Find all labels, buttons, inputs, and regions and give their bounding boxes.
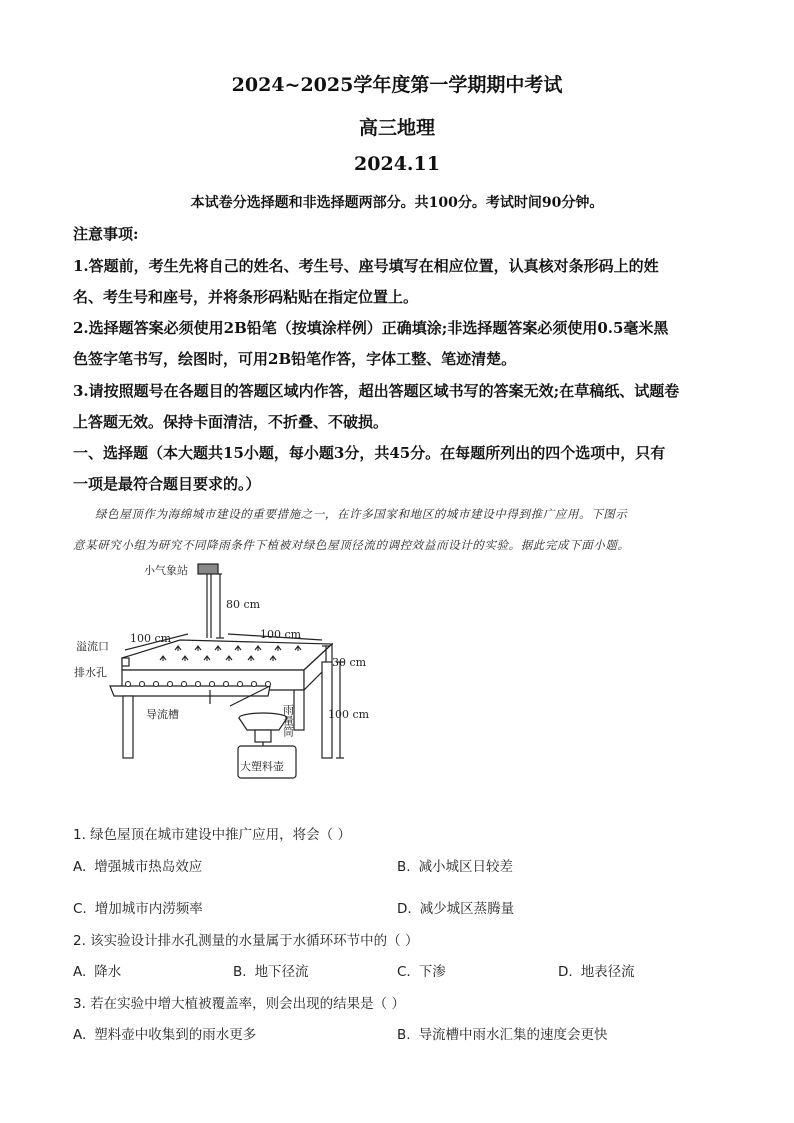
- passage-line2: 意某研究小组为研究不同降雨条件下植被对绿色屋顶径流的调控效益而设计的实验。据此完成下面小题。: [73, 538, 630, 552]
- exam-subject: 高三地理: [358, 117, 435, 139]
- label-80cm: 80 cm: [226, 598, 261, 611]
- exam-intro: 本试卷分选择题和非选择题两部分。共100分。考试时间90分钟。: [190, 195, 604, 211]
- notes-heading: 注意事项:: [73, 225, 139, 243]
- question-3-option-b[interactable]: B. 导流槽中雨水汇集的速度会更快: [397, 1027, 608, 1043]
- question-1-option-b[interactable]: B. 减小城区日较差: [397, 859, 514, 875]
- notes-line: 名、考生号和座号，并将条形码粘贴在指定位置上。: [73, 288, 419, 306]
- exam-date: 2024.11: [354, 153, 440, 175]
- question-1-option-d[interactable]: D. 减少城区蒸腾量: [397, 901, 515, 917]
- question-1-option-a[interactable]: A. 增强城市热岛效应: [73, 859, 203, 875]
- section-heading-line2: 一项是最符合题目要求的。）: [73, 475, 261, 493]
- question-3-stem: 3. 若在实验中增大植被覆盖率，则会出现的结果是（ ）: [73, 996, 405, 1012]
- experiment-figure: [70, 558, 410, 790]
- label-width-right: 100 cm: [260, 628, 302, 641]
- weather-station-box: [198, 564, 218, 574]
- question-2-option-d[interactable]: D. 地表径流: [558, 964, 635, 980]
- label-width-left: 100 cm: [130, 632, 172, 645]
- notes-line: 3.请按照题号在各题目的答题区域内作答，超出答题区域书写的答案无效;在草稿纸、试题卷: [73, 382, 680, 400]
- question-2-option-c[interactable]: C. 下渗: [397, 964, 446, 980]
- label-30cm: 30 cm: [332, 656, 367, 669]
- label-bucket: 大塑料壶: [240, 760, 284, 773]
- label-drain: 排水孔: [74, 666, 107, 679]
- notes-line: 2.选择题答案必须使用2B铅笔（按填涂样例）正确填涂;非选择题答案必须使用0.5毫米黑: [73, 319, 669, 337]
- notes-line: 色签字笔书写，绘图时，可用2B铅笔作答，字体工整、笔迹清楚。: [73, 350, 517, 368]
- question-1-option-c[interactable]: C. 增加城市内涝频率: [73, 901, 203, 917]
- passage-line1: 绿色屋顶作为海绵城市建设的重要措施之一，在许多国家和地区的城市建设中得到推广应用。下图示: [95, 507, 628, 521]
- notes-line: 1.答题前，考生先将自己的姓名、考生号、座号填写在相应位置，认真核对条形码上的姓: [73, 257, 659, 275]
- question-2-option-b[interactable]: B. 地下径流: [233, 964, 309, 980]
- label-rain-gauge: 雨量筒: [281, 704, 295, 737]
- label-gutter: 导流槽: [146, 708, 179, 721]
- label-overflow: 溢流口: [76, 640, 109, 653]
- question-1-stem: 1. 绿色屋顶在城市建设中推广应用，将会（ ）: [73, 827, 351, 843]
- label-weather-station: 小气象站: [144, 564, 188, 577]
- question-2-stem: 2. 该实验设计排水孔测量的水量属于水循环环节中的（ ）: [73, 933, 419, 949]
- label-100cm: 100 cm: [328, 708, 370, 721]
- notes-line: 上答题无效。保持卡面清洁，不折叠、不破损。: [73, 413, 389, 431]
- question-3-option-a[interactable]: A. 塑料壶中收集到的雨水更多: [73, 1027, 257, 1043]
- section-heading-line1: 一、选择题（本大题共15小题，每小题3分，共45分。在每题所列出的四个选项中，只有: [73, 444, 666, 462]
- exam-title: 2024~2025学年度第一学期期中考试: [231, 74, 563, 96]
- question-2-option-a[interactable]: A. 降水: [73, 964, 122, 980]
